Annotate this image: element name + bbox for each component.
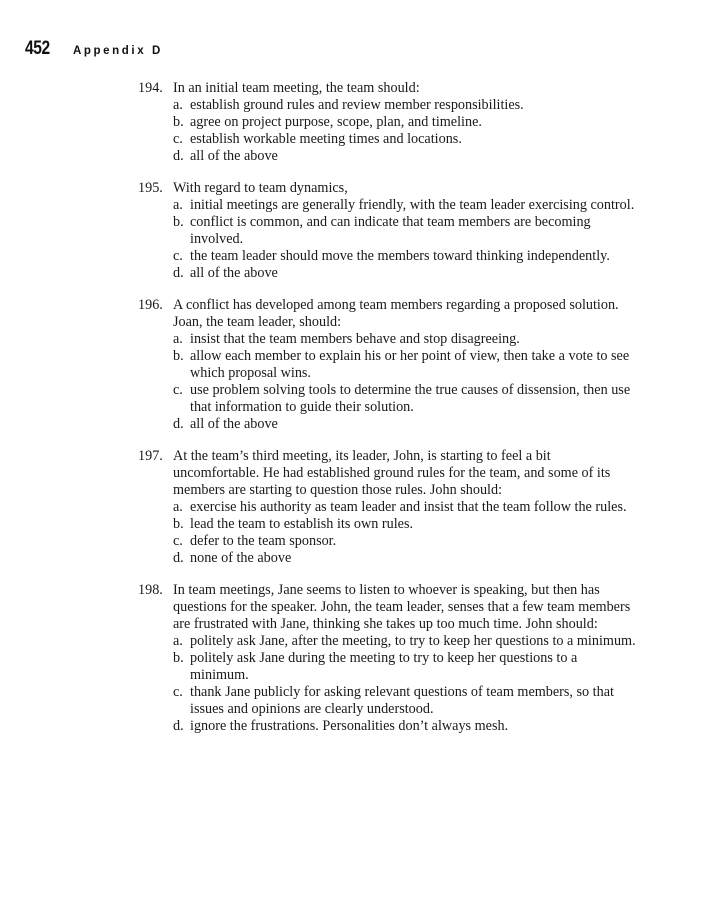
option-text: all of the above (190, 148, 278, 164)
question-198 (138, 582, 638, 735)
option-text: thank Jane publicly for asking relevant questions of team members, so that issues and opinions are clearly understood. (190, 684, 614, 717)
option-text: none of the above (190, 550, 292, 566)
answer-option-d (138, 265, 638, 282)
question-text: A conflict has developed among team members regarding a proposed solution. Joan, the team leader, should: (173, 297, 619, 330)
option-letter: c. (173, 131, 183, 147)
question-195 (138, 180, 638, 282)
option-text: the team leader should move the members toward thinking independently. (190, 248, 610, 264)
option-text: politely ask Jane during the meeting to try to keep her questions to a minimum. (190, 650, 578, 683)
option-text: establish ground rules and review member responsibilities. (190, 97, 524, 113)
answer-option-d (138, 718, 638, 735)
question-text: In an initial team meeting, the team should: (173, 80, 420, 96)
answer-option-a (138, 331, 638, 348)
option-text: agree on project purpose, scope, plan, and timeline. (190, 114, 482, 130)
option-text: lead the team to establish its own rules. (190, 516, 414, 532)
question-stem (138, 582, 638, 633)
question-number: 194. (138, 80, 163, 96)
option-letter: c. (173, 533, 183, 549)
option-text: establish workable meeting times and locations. (190, 131, 462, 147)
question-number: 195. (138, 180, 163, 196)
option-letter: d. (173, 550, 184, 566)
answer-option-d (138, 148, 638, 165)
option-letter: c. (173, 684, 183, 700)
answer-option-d (138, 550, 638, 567)
option-letter: a. (173, 499, 183, 515)
option-letter: a. (173, 331, 183, 347)
option-letter: b. (173, 348, 184, 364)
answer-option-a (138, 633, 638, 650)
answer-option-d (138, 416, 638, 433)
question-stem (138, 297, 638, 331)
option-letter: b. (173, 516, 184, 532)
question-stem (138, 180, 638, 197)
answer-option-a (138, 197, 638, 214)
option-letter: b. (173, 214, 184, 230)
option-text: exercise his authority as team leader and insist that the team follow the rules. (190, 499, 627, 515)
option-letter: a. (173, 97, 183, 113)
option-text: allow each member to explain his or her point of view, then take a vote to see which proposal wins. (190, 348, 630, 381)
option-text: ignore the frustrations. Personalities don’t always mesh. (190, 718, 509, 734)
question-text: In team meetings, Jane seems to listen to whoever is speaking, but then has questions for the speaker. John, the team leader, senses that a few team members are frustrated with Jane, thinking she takes up too much time. John should: (173, 582, 631, 632)
answer-option-b (138, 348, 638, 382)
option-text: insist that the team members behave and stop disagreeing. (190, 331, 520, 347)
option-letter: a. (173, 633, 183, 649)
question-text: At the team’s third meeting, its leader, John, is starting to feel a bit uncomfortable. He had established ground rules for the team, and some of its members are starting to question those rules. John should: (173, 448, 611, 498)
question-number: 196. (138, 297, 163, 313)
option-text: initial meetings are generally friendly, with the team leader exercising control. (190, 197, 635, 213)
option-text: politely ask Jane, after the meeting, to try to keep her questions to a minimum. (190, 633, 636, 649)
option-letter: b. (173, 114, 184, 130)
question-number: 198. (138, 582, 163, 598)
answer-option-b (138, 516, 638, 533)
question-194 (138, 80, 638, 165)
option-letter: c. (173, 248, 183, 264)
answer-option-c (138, 248, 638, 265)
question-number: 197. (138, 448, 163, 464)
answer-option-b (138, 114, 638, 131)
option-letter: d. (173, 148, 184, 164)
option-text: conflict is common, and can indicate that team members are becoming involved. (190, 214, 591, 247)
option-text: use problem solving tools to determine the true causes of dissension, then use that information to guide their solution. (190, 382, 631, 415)
question-stem (138, 448, 638, 499)
answer-option-a (138, 499, 638, 516)
question-stem (138, 80, 638, 97)
page-number: 452 (25, 38, 50, 59)
question-197 (138, 448, 638, 567)
section-title: Appendix D (73, 45, 163, 57)
option-letter: b. (173, 650, 184, 666)
answer-option-c (138, 382, 638, 416)
question-text: With regard to team dynamics, (173, 180, 348, 196)
option-text: all of the above (190, 416, 278, 432)
option-letter: d. (173, 718, 184, 734)
option-text: defer to the team sponsor. (190, 533, 337, 549)
option-letter: a. (173, 197, 183, 213)
option-letter: d. (173, 416, 184, 432)
answer-option-b (138, 214, 638, 248)
answer-option-c (138, 684, 638, 718)
option-letter: c. (173, 382, 183, 398)
answer-option-c (138, 533, 638, 550)
answer-option-c (138, 131, 638, 148)
question-196 (138, 297, 638, 433)
answer-option-b (138, 650, 638, 684)
option-letter: d. (173, 265, 184, 281)
option-text: all of the above (190, 265, 278, 281)
answer-option-a (138, 97, 638, 114)
running-head (25, 38, 163, 60)
question-list (138, 80, 638, 750)
